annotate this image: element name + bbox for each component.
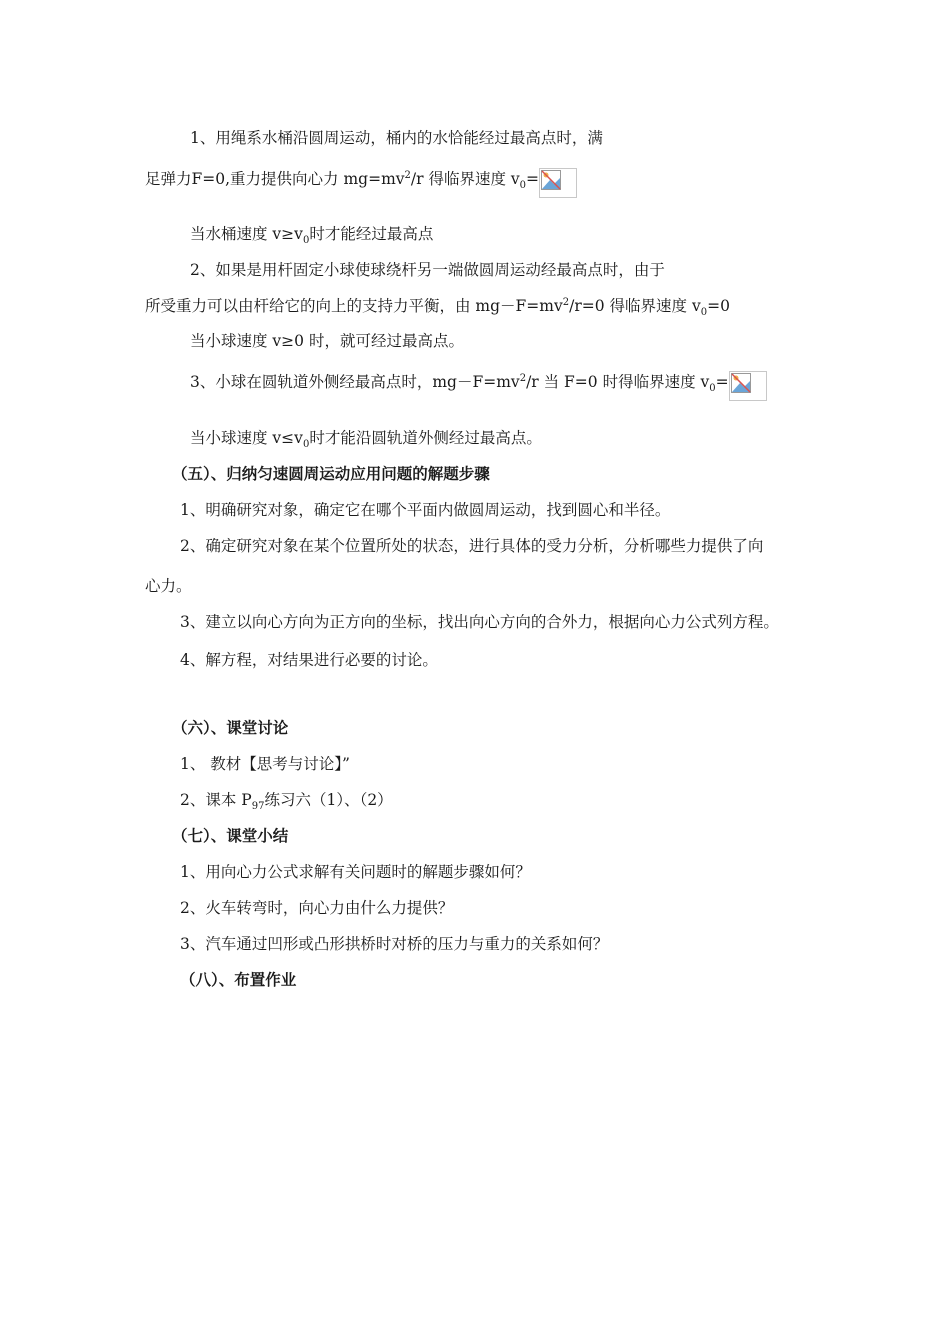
subscript: 97 bbox=[251, 801, 265, 813]
text-part: 练习六（1）、（2） bbox=[264, 791, 393, 809]
discussion-1: 1、 教材【思考与讨论】” bbox=[180, 755, 350, 773]
text-part: = bbox=[715, 373, 729, 391]
superscript: 2 bbox=[519, 372, 527, 384]
text-line-8 bbox=[190, 428, 542, 451]
step-4: 4、解方程，对结果进行必要的讨论。 bbox=[180, 651, 438, 669]
text-part: 时才能沿圆轨道外侧经过最高点。 bbox=[309, 429, 542, 447]
text-part: /r=0 得临界速度 v bbox=[569, 297, 701, 315]
summary-3: 3、汽车通过凹形或凸形拱桥时对桥的压力与重力的关系如何？ bbox=[180, 935, 609, 953]
discussion-2 bbox=[180, 790, 393, 813]
text-part: /r 得临界速度 v bbox=[410, 170, 520, 188]
step-3: 3、建立以向心方向为正方向的坐标，找出向心方向的合外力，根据向心力公式列方程。 bbox=[180, 613, 779, 631]
text-line-5 bbox=[145, 296, 730, 319]
subscript: 0 bbox=[519, 180, 527, 192]
step-2-continued: 心力。 bbox=[145, 577, 192, 595]
text-part: = bbox=[526, 170, 540, 188]
broken-image-icon bbox=[539, 168, 577, 198]
text-part: 当小球速度 v≤v bbox=[190, 429, 303, 447]
section-heading-8: （八）、布置作业 bbox=[180, 971, 297, 989]
text-line-3 bbox=[190, 224, 434, 247]
text-line-6: 当小球速度 v≥0 时，就可经过最高点。 bbox=[190, 332, 464, 350]
text-line-4: 2、如果是用杆固定小球使球绕杆另一端做圆周运动经最高点时，由于 bbox=[190, 261, 665, 279]
text-part: /r 当 F=0 时得临界速度 v bbox=[526, 373, 710, 391]
text-part: 所受重力可以由杆给它的向上的支持力平衡，由 mg－F=mv bbox=[145, 297, 563, 315]
text-line-1: 1、用绳系水桶沿圆周运动，桶内的水恰能经过最高点时，满 bbox=[190, 129, 603, 147]
step-2: 2、确定研究对象在某个位置所处的状态，进行具体的受力分析，分析哪些力提供了向 bbox=[180, 537, 764, 555]
superscript: 2 bbox=[404, 169, 411, 181]
subscript: 0 bbox=[302, 235, 310, 247]
text-line-2 bbox=[145, 168, 577, 198]
text-part: 时才能经过最高点 bbox=[309, 225, 434, 243]
step-1: 1、明确研究对象，确定它在哪个平面内做圆周运动，找到圆心和半径。 bbox=[180, 501, 671, 519]
text-part: 3、小球在圆轨道外侧经最高点时，mg－F=mv bbox=[190, 373, 520, 391]
text-part: 2、课本 P bbox=[180, 791, 252, 809]
section-heading-6: （六）、课堂讨论 bbox=[172, 719, 289, 737]
text-part: =0 bbox=[707, 297, 730, 315]
text-part: 足弹力F=0,重力提供向心力 mg=mv bbox=[145, 170, 405, 188]
section-heading-7: （七）、课堂小结 bbox=[172, 827, 289, 845]
subscript: 0 bbox=[700, 307, 708, 319]
broken-image-icon bbox=[729, 371, 767, 401]
subscript: 0 bbox=[302, 439, 310, 451]
summary-1: 1、用向心力公式求解有关问题时的解题步骤如何？ bbox=[180, 863, 531, 881]
subscript: 0 bbox=[709, 383, 716, 395]
summary-2: 2、火车转弯时，向心力由什么力提供？ bbox=[180, 899, 454, 917]
superscript: 2 bbox=[562, 296, 570, 308]
section-heading-5: （五）、归纳匀速圆周运动应用问题的解题步骤 bbox=[172, 465, 490, 483]
text-line-7 bbox=[190, 371, 767, 401]
text-part: 当水桶速度 v≥v bbox=[190, 225, 303, 243]
